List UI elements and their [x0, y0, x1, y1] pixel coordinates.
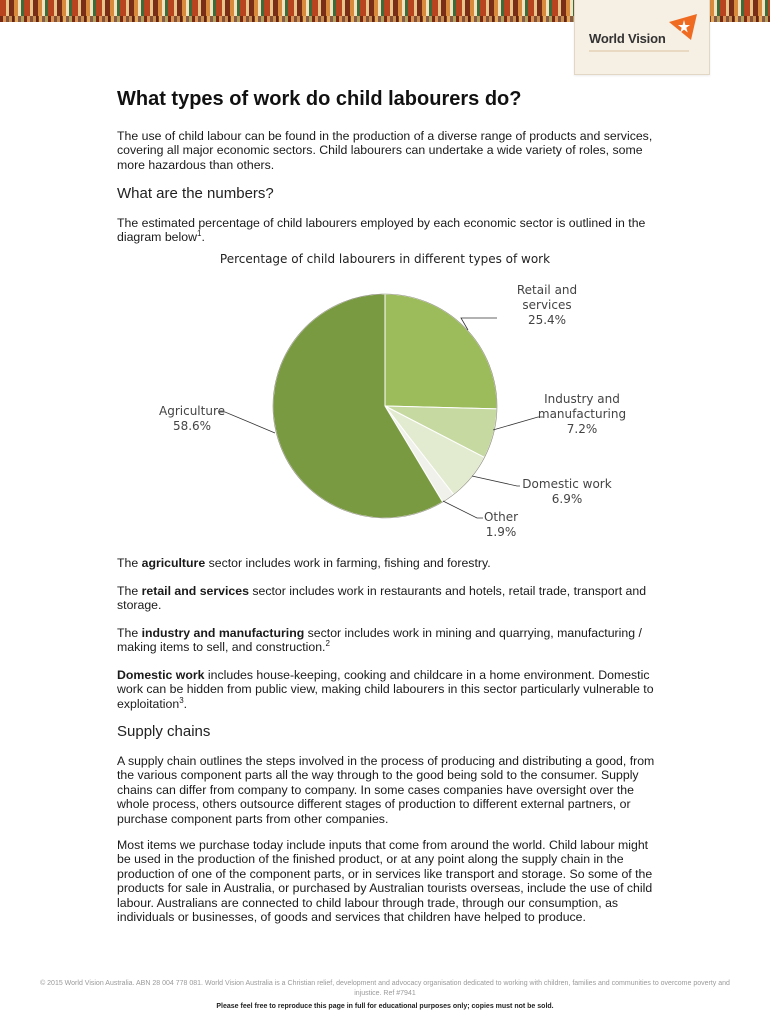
supply-heading: Supply chains [117, 723, 211, 740]
label-retail-line2: services [522, 298, 572, 312]
def-domestic-bold: Domestic work [117, 668, 205, 682]
world-vision-star-icon [669, 14, 697, 42]
def-retail-bold: retail and services [141, 584, 249, 598]
def-agri-pre: The [117, 556, 142, 570]
label-retail [497, 283, 597, 328]
def-domestic-end: . [183, 696, 188, 711]
logo-underline [589, 50, 689, 52]
label-other-line1: Other [483, 510, 519, 524]
label-domestic-line1: Domestic work [522, 477, 612, 491]
label-industry-value: 7.2% [566, 422, 598, 436]
def-industry [117, 626, 662, 655]
def-agri-post: sector includes work in farming, fishing and forestry. [205, 556, 491, 570]
footer-copyright: © 2015 World Vision Australia. ABN 28 004 778 081. World Vision Australia is a Christian relief, development and advocacy organisation dedicated to working with children, families and communities to overcome poverty and injustice. Ref #7941 [40, 980, 730, 997]
footer-reproduce-note: Please feel free to reproduce this page in full for educational purposes only; copies must not be sold. [216, 1003, 554, 1010]
label-agriculture-line1: Agriculture [159, 404, 225, 418]
def-retail-post: sector includes work in restaurants and hotels, retail trade, transport and storage. [117, 584, 647, 613]
def-agriculture [117, 556, 662, 570]
page-title: What types of work do child labourers do? [117, 88, 522, 110]
supply-paragraph-1: A supply chain outlines the steps involved in the process of producing and distributing a good, from the various component parts all the way through to the good being sold to the consumer. Supply chains can differ from company to company. In some cases companies have oversight over the whole process, others outsource different stages of production to different external partners, or purchase component parts from other companies. [117, 754, 655, 826]
intro-paragraph: The use of child labour can be found in the production of a diverse range of products and services, covering all major economic sectors. Child labourers can undertake a wide variety of roles, some more hazardous than others. [117, 129, 653, 172]
label-other-value: 1.9% [485, 525, 517, 539]
label-domestic [517, 477, 617, 507]
footnote-2: 2 [325, 639, 330, 649]
pie-slice-retail [385, 294, 497, 409]
chart-title: Percentage of child labourers in different types of work [219, 252, 551, 266]
label-industry-line2: manufacturing [537, 407, 627, 421]
label-retail-value: 25.4% [527, 313, 567, 327]
label-agriculture [147, 404, 237, 434]
def-industry-post: sector includes work in mining and quarrying, manufacturing / making items to sell, and construction. [117, 626, 642, 655]
leader-line-domestic [472, 476, 520, 486]
numbers-paragraph [117, 216, 662, 245]
def-industry-pre: The [117, 626, 142, 640]
def-industry-bold: industry and manufacturing [141, 626, 305, 640]
pie-chart [117, 252, 657, 552]
numbers-text: The estimated percentage of child labourers employed by each economic sector is outlined in the diagram below [117, 216, 646, 245]
label-agriculture-value: 58.6% [172, 419, 212, 433]
label-retail-line1: Retail and [516, 283, 578, 297]
label-other [471, 510, 531, 540]
label-industry [532, 392, 632, 437]
def-agri-bold: agriculture [141, 556, 206, 570]
numbers-heading: What are the numbers? [117, 185, 274, 202]
footnote-1: 1 [196, 229, 202, 239]
supply-paragraph-2: Most items we purchase today include inputs that come from around the world. Child labour might be used in the production of the finished product, or at any point along the supply chain in the production of one of the component parts, or in services like transport and storage. So some of the products for sale in Australia, or purchased by Australian tourists overseas, include the use of child labour. Australians are connected to child labour through trade, through our consumption, as individuals or businesses, of goods and services that children have helped to produce. [117, 838, 653, 925]
def-domestic [117, 668, 662, 711]
footnote-3: 3 [179, 695, 184, 705]
def-domestic-post: includes house-keeping, cooking and childcare in a home environment. Domestic work can be hidden from public view, making child labourers in this sector particularly vulnerable to exploitation [117, 668, 654, 711]
logo-text: World Vision [589, 31, 666, 46]
label-domestic-value: 6.9% [551, 492, 583, 506]
leader-line-retail [461, 318, 497, 330]
world-vision-logo [574, 0, 710, 75]
numbers-text-end: . [201, 230, 205, 245]
def-retail [117, 584, 662, 613]
label-industry-line1: Industry and [544, 392, 620, 406]
def-retail-pre: The [117, 584, 142, 598]
